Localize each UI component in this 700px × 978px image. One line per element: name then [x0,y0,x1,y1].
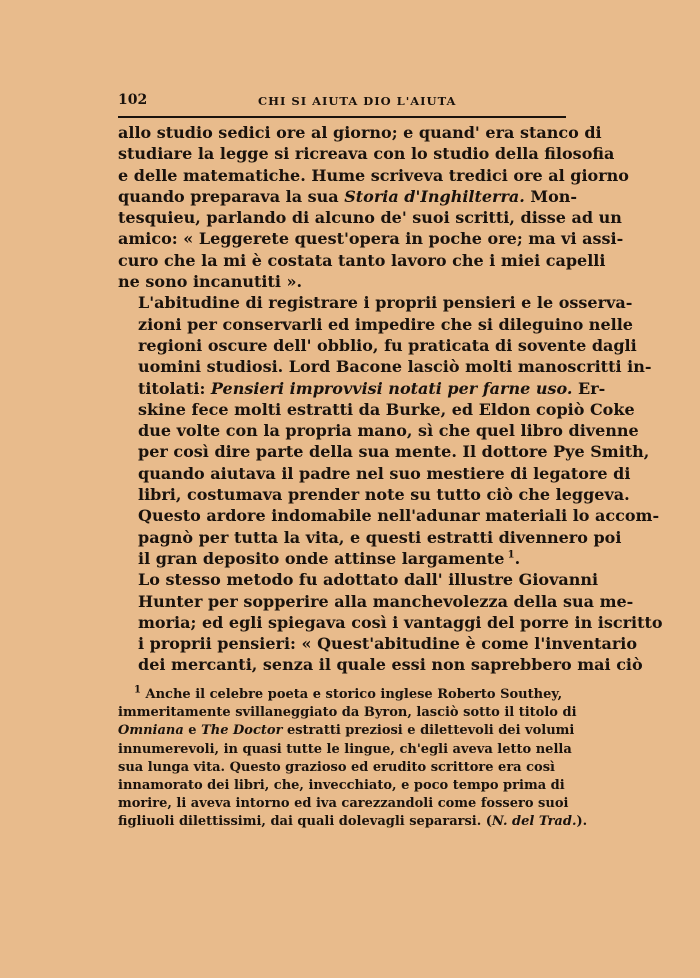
text-line: moria; ed egli spiegava così i vantaggi del porre in iscritto [138,612,663,632]
footnote-marker: 1 [134,684,141,696]
text-line: ne sono incanutiti ». [118,272,303,292]
footnote-line: innamorato dei libri, che, invecchiato, e poco tempo prima di [118,778,565,794]
text-fragment: Mon- [524,186,578,206]
text-fragment: estratti preziosi e dilettevoli dei volumi [282,723,575,739]
paragraph-2 [118,292,660,569]
text-line [118,186,578,207]
text-line: uomini studiosi. Lord Bacone lasciò molti manoscritti in- [138,357,652,377]
text-line: libri, costumava prender note su tutto ciò che leggeva. [138,485,630,505]
text-line: per così dire parte della sua mente. Il dottore Pye Smith, [138,442,650,462]
text-line: Questo ardore indomabile nell'adunar materiali lo accom- [138,506,660,526]
footnote [118,684,588,832]
footnote-line [118,686,580,704]
page-header [118,92,566,112]
footnote-line: sua lunga vita. Questo grazioso ed erudito scrittore era così [118,759,555,775]
italic-title: Pensieri improvvisi notati per farne uso. [210,378,573,398]
running-title: CHI SI AIUTA DIO L'AIUTA [258,94,457,108]
text-fragment: il gran deposito onde attinse largamente [138,548,505,568]
text-line: zioni per conservarli ed impedire che si dileguino nelle [138,314,633,334]
text-fragment: Er- [572,378,606,398]
body-text [118,122,663,676]
footnote-reference[interactable]: 1 [507,549,515,561]
text-line: regioni oscure dell' obblio, fu praticata di sovente dagli [138,335,637,355]
text-line: quando aiutava il padre nel suo mestiere di legatore di [138,463,631,483]
paragraph-1 [118,122,629,292]
header-rule [118,116,566,118]
italic-title: The Doctor [201,723,283,739]
text-fragment: e [183,723,202,739]
text-line: pagnò per tutta la vita, e questi estratti divennero poi [138,527,622,547]
text-fragment: titolati: [138,378,211,398]
footnote-line [118,722,580,740]
text-line: curo che la mi è costata tanto lavoro che i miei capelli [118,250,606,270]
page-number: 102 [118,92,148,108]
text-line: L'abitudine di registrare i proprii pensieri e le osserva- [138,293,633,313]
text-fragment: Anche il celebre poeta e storico inglese Roberto Southey, [140,687,563,702]
text-fragment: . [514,548,521,568]
italic-title: Omniana [118,723,184,739]
text-line: Hunter per sopperire alla manchevolezza della sua me- [138,591,634,611]
footnote-line: innumerevoli, in quasi tutte le lingue, ch'egli aveva letto nella [118,741,572,757]
text-fragment: ). [576,814,588,830]
footnote-line [118,813,588,831]
text-line: amico: « Leggerete quest'opera in poche ore; ma vi assi- [118,229,624,249]
text-line: i proprii pensieri: « Quest'abitudine è come l'inventario [138,634,638,654]
text-line: tesquieu, parlando di alcuno de' suoi scritti, disse ad un [118,208,622,228]
footnote-line: immeritamente svillaneggiato da Byron, lasciò sotto il titolo di [118,705,577,721]
paragraph-3 [118,569,663,675]
text-line: skine fece molti estratti da Burke, ed Eldon copiò Coke [138,399,635,419]
italic-note: N. del Trad. [491,814,577,830]
text-line: due volte con la propria mano, sì che quel libro divenne [138,421,639,441]
italic-title: Storia d'Inghilterra. [344,186,525,206]
text-fragment: quando preparava la sua [118,186,345,206]
text-line [118,378,606,399]
text-line: allo studio sedici ore al giorno; e quand' era stanco di [118,123,602,142]
text-line: studiare la legge si ricreava con lo studio della filosofia [118,144,615,164]
text-line: e delle matematiche. Hume scriveva tredici ore al giorno [118,165,629,185]
text-line: dei mercanti, senza il quale essi non saprebbero mai ciò [138,655,643,675]
text-line: Lo stesso metodo fu adottato dall' illustre Giovanni [138,570,599,590]
text-line [118,548,578,569]
footnote-line: morire, li aveva intorno ed iva carezzandoli come fossero suoi [118,796,569,812]
text-fragment: figliuoli dilettissimi, dai quali dolevagli separarsi. ( [118,814,492,830]
